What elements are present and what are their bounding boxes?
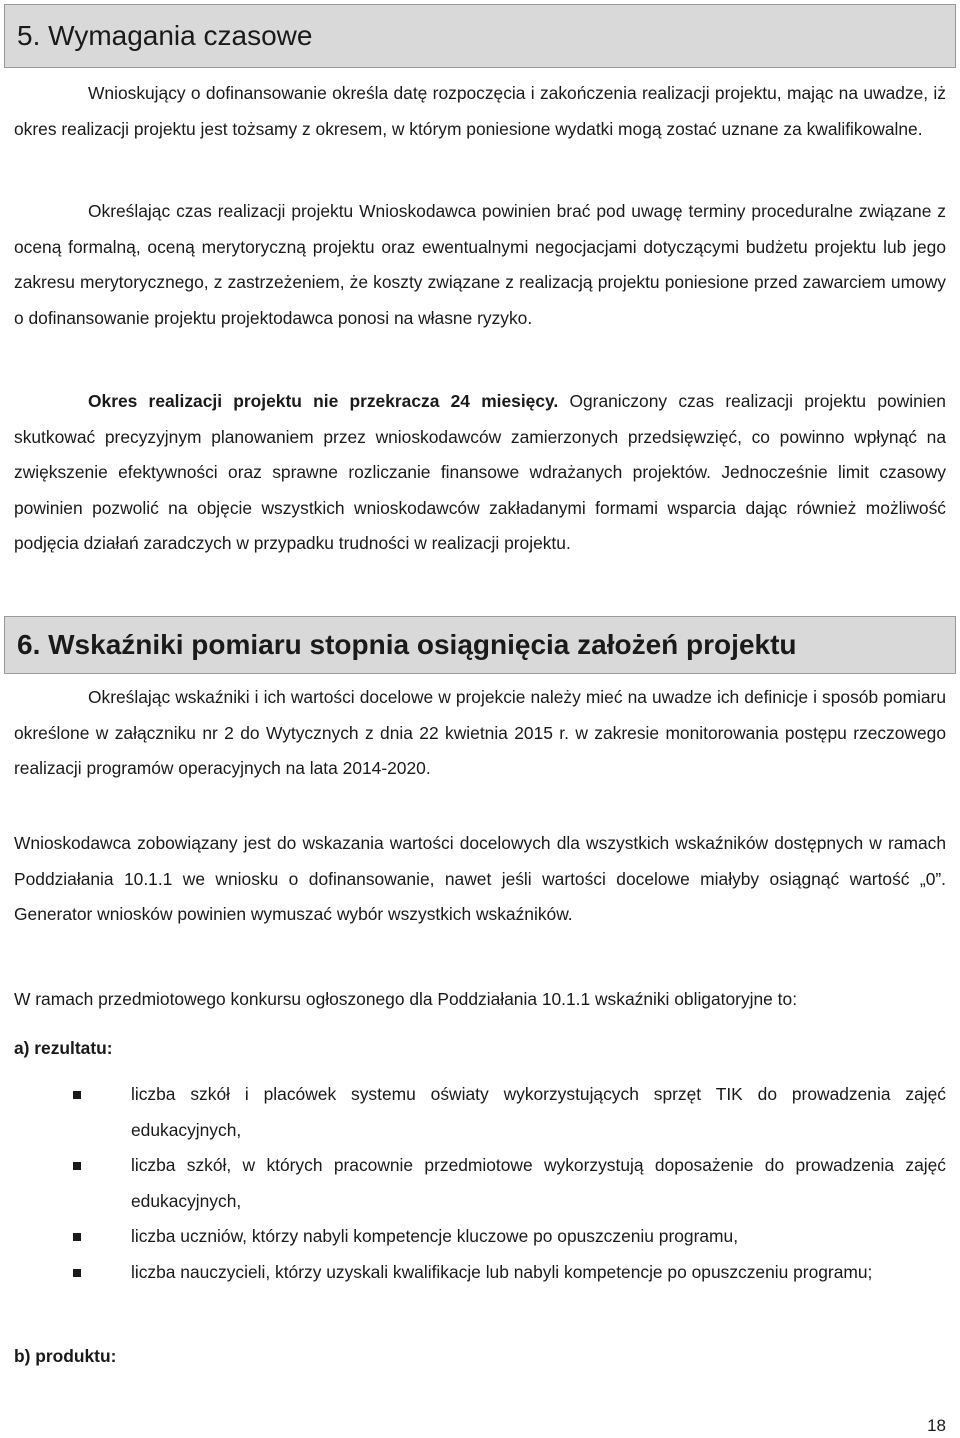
square-bullet-icon [73, 1233, 81, 1241]
square-bullet-icon [73, 1162, 81, 1170]
product-indicators-label: b) produktu: [14, 1346, 117, 1366]
list-item [0, 1077, 946, 1148]
duration-limit-explanation: Ograniczony czas realizacji projektu powinien skutkować precyzyjnym planowaniem przez wnioskodawców zamierzonych przedsięwzięć, co powinno wpłynąć na zwiększenie efektywności oraz sprawne rozliczanie finansowe wdrażanych projektów. Jednocześnie limit czasowy powinien pozwolić na objęcie wszystkich wnioskodawców zakładanymi formami wsparcia dając również możliwość podjęcia działań zaradczych w przypadku trudności w realizacji projektu. [14, 391, 946, 553]
duration-limit-statement: Okres realizacji projektu nie przekracza 24 miesięcy. [88, 391, 559, 411]
page-number: 18 [927, 1416, 946, 1435]
list-item-text: liczba szkół i placówek systemu oświaty wykorzystujących sprzęt TIK do prowadzenia zajęć edukacyjnych, [131, 1084, 946, 1140]
list-item [0, 1219, 946, 1255]
section-6-paragraph-1: Określając wskaźniki i ich wartości docelowe w projekcie należy mieć na uwadze ich definicje i sposób pomiaru określone w załączniku nr 2 do Wytycznych z dnia 22 kwietnia 2015 r. w zakresie monitorowania postępu rzeczowego realizacji programów operacyjnych na lata 2014-2020. [14, 687, 946, 778]
section-5-paragraph-2: Określając czas realizacji projektu Wnioskodawca powinien brać pod uwagę terminy proceduralne związane z oceną formalną, oceną merytoryczną projektu oraz ewentualnymi negocjacjami dotyczącymi budżetu projektu lub jego zakresu merytorycznego, z zastrzeżeniem, że koszty związane z realizacją projektu poniesione przed zawarciem umowy o dofinansowanie projektu projektodawca ponosi na własne ryzyko. [14, 201, 946, 328]
list-item [0, 1148, 946, 1219]
list-item-text: liczba szkół, w których pracownie przedmiotowe wykorzystują doposażenie do prowadzenia zajęć edukacyjnych, [131, 1155, 946, 1211]
square-bullet-icon [73, 1091, 81, 1099]
result-indicators-list [0, 1077, 946, 1290]
square-bullet-icon [73, 1269, 81, 1277]
section-5-paragraph-1: Wnioskujący o dofinansowanie określa datę rozpoczęcia i zakończenia realizacji projektu, mając na uwadze, iż okres realizacji projektu jest tożsamy z okresem, w którym poniesione wydatki mogą zostać uznane za kwalifikowalne. [14, 83, 946, 139]
section-6-heading: 6. Wskaźniki pomiaru stopnia osiągnięcia założeń projektu [4, 616, 956, 674]
list-item-text: liczba nauczycieli, którzy uzyskali kwalifikacje lub nabyli kompetencje po opuszczeniu programu; [131, 1261, 873, 1282]
section-5-heading: 5. Wymagania czasowe [4, 4, 956, 68]
list-item [0, 1255, 946, 1291]
list-item-text: liczba uczniów, którzy nabyli kompetencje kluczowe po opuszczeniu programu, [131, 1226, 739, 1246]
section-6-paragraph-3: W ramach przedmiotowego konkursu ogłoszonego dla Poddziałania 10.1.1 wskaźniki obligatoryjne to: [14, 989, 798, 1009]
result-indicators-label: a) rezultatu: [14, 1038, 113, 1058]
section-6-paragraph-2: Wnioskodawca zobowiązany jest do wskazania wartości docelowych dla wszystkich wskaźników dostępnych w ramach Poddziałania 10.1.1 we wniosku o dofinansowanie, nawet jeśli wartości docelowe miałyby osiągnąć wartość „0”. Generator wniosków powinien wymuszać wybór wszystkich wskaźników. [14, 833, 946, 924]
section-5-paragraph-3 [14, 384, 946, 562]
